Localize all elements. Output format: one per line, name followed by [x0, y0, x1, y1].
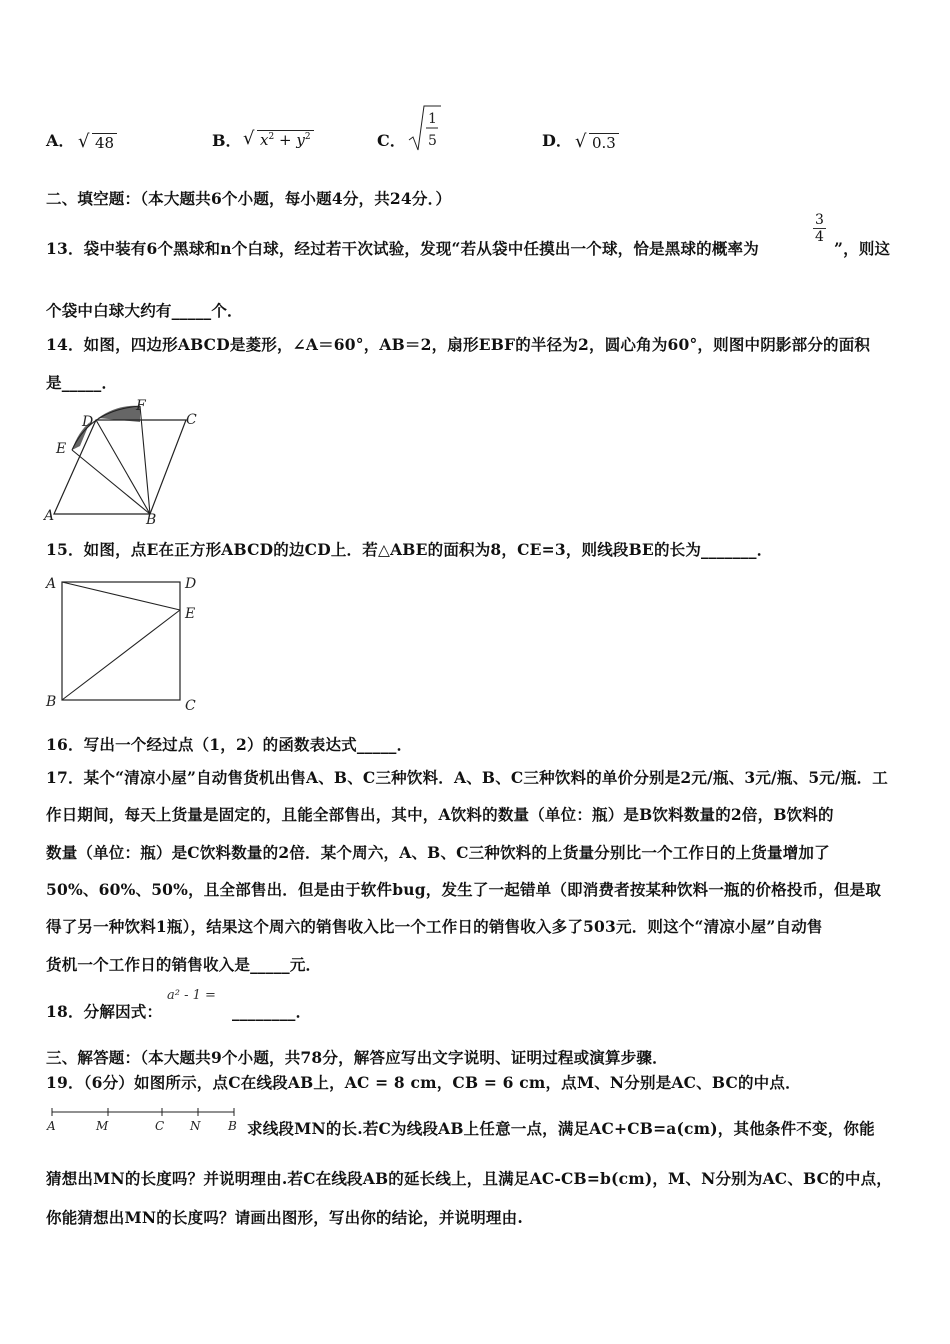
q14-label-f: F: [136, 398, 146, 414]
q17-line-5: 得了另一种饮料1瓶），结果这个周六的销售收入比一个工作日的销售收入多了503元．则这个“清凉小屋”自动售: [46, 917, 823, 936]
option-a-value: 48: [92, 133, 117, 152]
option-a-label: A．: [46, 131, 75, 150]
q19-line3: 猜想出MN的长度吗？并说明理由.若C在线段AB的延长线上，且满足AC-CB=b(cm)，M、N分别为AC、BC的中点，: [46, 1169, 892, 1188]
q19-label-c: C: [155, 1119, 165, 1133]
option-d: [542, 128, 572, 151]
q15-square: [62, 582, 180, 700]
q19-line1: 19．（6分）如图所示，点C在线段AB上，AC = 8 cm，CB = 6 cm，点M、N分别是AC、BC的中点．: [46, 1073, 801, 1092]
q18-prefix: 18．分解因式：: [46, 1002, 163, 1021]
q14-label-a: A: [44, 508, 55, 524]
q19-label-a: A: [47, 1119, 56, 1133]
option-b-y-sup: 2: [304, 132, 311, 142]
q14-label-d: D: [82, 414, 94, 430]
q18-expr: a² - 1 =: [167, 988, 216, 1003]
q13-line1: 13．袋中装有6个黑球和n个白球，经过若干次试验，发现“若从袋中任摸出一个球，恰是黑球的概率为: [46, 239, 759, 258]
section3-heading: 三、解答题：（本大题共9个小题，共78分，解答应写出文字说明、证明过程或演算步骤．: [46, 1048, 668, 1067]
q19-label-n: N: [190, 1119, 201, 1133]
q13-frac-den: 4: [815, 229, 824, 245]
option-b-y: y: [296, 131, 305, 149]
q15-line1: 15．如图，点E在正方形ABCD的边CD上．若△ABE的面积为8，CE=3，则线段BE的长为_______．: [46, 540, 773, 559]
q19-segment-figure: [44, 1102, 244, 1138]
q15-line-ae: [62, 582, 180, 610]
q15-label-e: E: [185, 606, 196, 622]
q13-frac-num: 3: [815, 212, 824, 228]
q13-line1-end: ”，则这: [834, 239, 891, 258]
option-d-value: 0.3: [589, 133, 619, 152]
option-b: [212, 128, 242, 151]
option-b-expr: √ $x^2 + y^2$: [243, 130, 314, 149]
q17-line-1: 17．某个“清凉小屋”自动售货机出售A、B、C三种饮料．A、B、C三种饮料的单价分别是2元/瓶、3元/瓶、5元/瓶．工: [46, 768, 888, 787]
option-b-plus: +: [278, 131, 292, 149]
option-b-x-sup: 2: [268, 132, 275, 142]
q17-line-4: 50%、60%、50%，且全部售出．但是由于软件bug，发生了一起错单（即消费者按某种饮料一瓶的价格投币，但是取: [46, 880, 882, 899]
q14-figure: [40, 396, 210, 531]
option-c-expr: [407, 104, 443, 158]
option-b-label: B．: [212, 131, 242, 150]
option-d-expr: √ 0.3: [575, 133, 619, 152]
q19-line4: 你能猜想出MN的长度吗？请画出图形，写出你的结论，并说明理由.: [46, 1208, 523, 1227]
q16-line1: 16．写出一个经过点（1，2）的函数表达式_____．: [46, 735, 413, 754]
q13-fraction: [813, 212, 826, 245]
q14-line-be: [72, 450, 150, 514]
q19-label-b: B: [228, 1119, 237, 1133]
q14-label-b: B: [146, 512, 157, 528]
q17-line-3: 数量（单位：瓶）是C饮料数量的2倍．某个周六，A、B、C三种饮料的上货量分别比一个工作日的上货量增加了: [46, 843, 830, 862]
option-c-radical: [407, 104, 443, 154]
option-a-expr: √ 48: [78, 133, 117, 152]
q15-label-c: C: [185, 698, 196, 714]
q14-line1: 14．如图，四边形ABCD是菱形，∠A＝60°，AB＝2，扇形EBF的半径为2，圆心角为60°，则图中阴影部分的面积: [46, 335, 871, 354]
q17-line-2: 作日期间，每天上货量是固定的，且能全部售出，其中，A饮料的数量（单位：瓶）是B饮料数量的2倍，B饮料的: [46, 805, 834, 824]
q19-label-m: M: [96, 1119, 109, 1133]
q15-label-b: B: [46, 694, 57, 710]
q14-rhombus: [54, 420, 186, 514]
option-c-den: 5: [428, 133, 437, 149]
option-d-label: D．: [542, 131, 572, 150]
option-a: [46, 128, 74, 151]
q15-line-be: [62, 610, 180, 700]
q15-figure: [40, 572, 210, 714]
option-c: [377, 128, 406, 151]
q15-label-a: A: [46, 576, 57, 592]
option-c-label: C．: [377, 131, 406, 150]
q14-line2: 是_____．: [46, 373, 118, 392]
section2-heading: 二、填空题：（本大题共6个小题，每小题4分，共24分．）: [46, 189, 452, 208]
q14-label-e: E: [56, 441, 67, 457]
q15-label-d: D: [185, 576, 197, 592]
q13-line2: 个袋中白球大约有_____个．: [46, 301, 243, 320]
q17-line-6: 货机一个工作日的销售收入是_____元．: [46, 955, 322, 974]
q14-line-bd: [96, 420, 150, 514]
q14-line-bf: [140, 406, 150, 514]
option-c-num: 1: [428, 111, 437, 127]
q19-line2: 求线段MN的长.若C为线段AB上任意一点，满足AC+CB=a(cm)，其他条件不变，你能: [247, 1119, 875, 1138]
q18-blank: ________．: [232, 1002, 312, 1021]
q14-label-c: C: [186, 412, 197, 428]
option-b-x: x: [260, 131, 269, 149]
